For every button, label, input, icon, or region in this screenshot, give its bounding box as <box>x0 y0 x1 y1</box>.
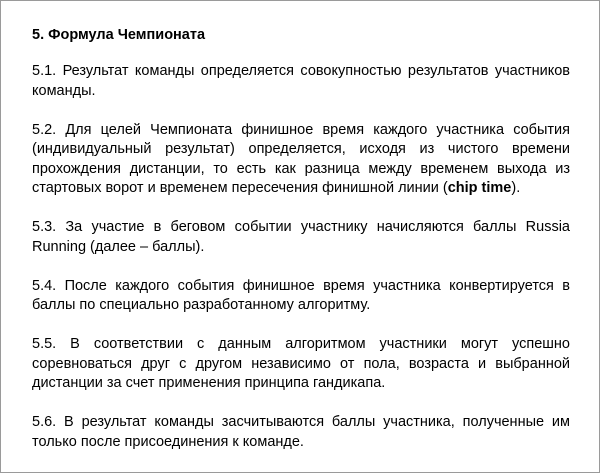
paragraph-5-2-text: 5.2. Для целей Чемпионата финишное время каждого участника события (индивидуальный результат) определяется, исходя из чистого времени прохождения дистанции, то есть как разница между временем выхода из стартовых ворот и временем пересечения финишной линии ( <box>32 121 570 196</box>
paragraph-5-2 <box>32 121 570 199</box>
paragraph-5-5: 5.5. В соответствии с данным алгоритмом участники могут успешно соревноваться друг с другом независимо от пола, возраста и выбранной дистанции за счет применения принципа гандикапа. <box>32 336 570 391</box>
paragraph-5-4: 5.4. После каждого события финишное время участника конвертируется в баллы по специально разработанному алгоритму. <box>32 277 570 313</box>
paragraph-5-2-tail: ). <box>511 180 521 196</box>
paragraph-5-1: 5.1. Результат команды определяется совокупностью результатов участников команды. <box>32 63 570 99</box>
chip-time-term: chip time <box>447 180 512 196</box>
paragraph-5-6: 5.6. В результат команды засчитываются баллы участника, полученные им только после присоединения к команде. <box>32 414 570 450</box>
paragraph-5-3: 5.3. За участие в беговом событии участнику начисляются баллы Russia Running (далее – баллы). <box>32 219 570 255</box>
section-title: 5. Формула Чемпионата <box>32 27 206 43</box>
